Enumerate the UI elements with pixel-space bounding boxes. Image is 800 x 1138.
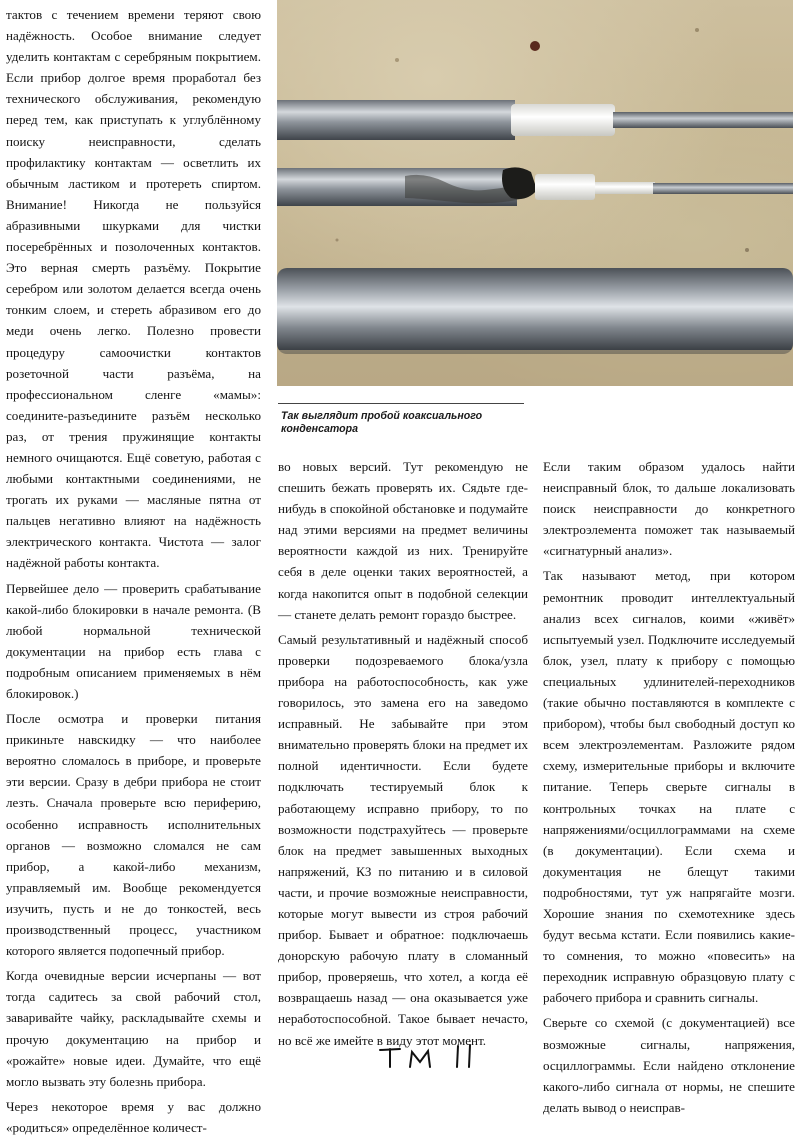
handwritten-mark — [378, 1040, 488, 1070]
paragraph: Если таким образом удалось найти неисправный блок, то дальше локализовать поиск неисправности до конкретного электроэлемента поможет так называемый «сигнатурный анализ». — [543, 459, 795, 559]
caption-rule — [278, 403, 524, 404]
paragraph: Так называют метод, при котором ремонтник проводит интеллектуальный анализ всех сигналов, коими «живёт» испытуемый узел. Подключите исследуемый блок, узел, плату к прибору с помощью специальных удлинителей-переходников (такие обычно поставляются в комплекте с прибором), чтобы был свободный доступ ко всем электроэлементам. Разложите рядом схему, измерительные приборы и включите питание. Теперь сверьте сигналы в контрольных точках на плате с напряжениями/осциллограммами на схеме (в документации). Если схема и документация не блещут такими подробностями, тут уж напрягайте мозги. Хорошие знания по схемотехнике здесь будут весьма кстати. Если появились какие-то сомнения, то можно «повесить» на переходник исправную образцовую плату с рабочего прибора и сравнить сигналы. — [543, 568, 795, 1006]
paragraph: Сверьте со схемой (с документацией) все возможные сигналы, напряжения, осциллограммы. Если найдено отклонение какого-либо сигнала от нормы, не спешите делать вывод о неисправ- — [543, 1015, 795, 1115]
paragraph: Первейшее дело — проверить срабатывание какой-либо блокировки в начале ремонта. (В любой нормальной технической документации на прибор есть глава с подробным описанием применяемых в нём блокировок.) — [6, 580, 261, 701]
paragraph: Самый результативный и надёжный способ проверки подозреваемого блока/узла прибора на работоспособность, как уже говорилось, это замена его на заведомо исправный. Не забывайте при этом внимательно проверять блоки на предмет их полной идентичности. Если будете подключать тестируемый блок к работающему исправно прибору, то по возможности подстрахуйтесь — проверьте блок на предмет завышенных выходных напряжений, КЗ по питанию и в силовой части, и прочие возможные неисправности, которые могут вывести из строя рабочий прибор. Бывает и обратное: подключаешь донорскую рабочую плату в сломанный прибор, проверяешь, что хотел, а когда её возвращаешь назад — она оказывается уже неработоспособной. Такое бывает нечасто, но всё же имейте в виду этот момент. — [278, 631, 528, 1048]
paragraph: тактов с течением времени теряют свою надёжность. Особое внимание следует уделить контактам с серебряным покрытием. Если прибор долгое время проработал без технического обслуживания, рекомендую перед тем, как приступать к углублённому поиску неисправности, сделать профилактику контактам — осветлить их обычным ластиком и протереть спиртом. Внимание! Никогда не пользуйся абразивными шкурками для чистки посеребрённых и позолоченных контактов. Это верная смерть разъёму. Покрытие серебром или золотом делается всегда очень тонким слоем, и стереть абразивом его до меди очень легко. Полезно провести процедуру самоочистки контактов розеточной части разъёма, на профессиональном сленге «мамы»: соедините-разъедините разъём несколько раз, от трения пружинящие контакты немного очищаются. Ещё советую, работая с любыми контактными соединениями, не трогать их руками — масляные пятна от пальцев негативно влияют на надёжность электрического контакта. Чистота — залог надёжной работы контакта. — [6, 7, 261, 571]
paragraph: Когда очевидные версии исчерпаны — вот тогда садитесь за свой рабочий стол, заваривайте чайку, раскладывайте схемы и прочую документацию на прибор и «рожайте» новые идеи. Думайте, что ещё могло вызвать эту болезнь прибора. — [6, 968, 261, 1089]
text-column-1 — [6, 4, 261, 1135]
paragraph: После осмотра и проверки питания прикиньте навскидку — что наиболее вероятно сломалось в приборе, и проверьте эти версии. Сразу в дебри прибора не стоит лезть. Сначала проверьте всю периферию, особенно исправность исполнительных органов — возможно сломался не сам прибор, а какой-либо механизм, управляемый им. Вообще рекомендуется изучить, пусть и не до тонкостей, весь производственный процесс, участником которого является подопечный прибор. — [6, 711, 261, 959]
figure-caption: Так выглядит пробой коаксиального конденсатора — [281, 410, 483, 435]
coaxial-capacitor-photo — [277, 0, 793, 386]
paragraph: во новых версий. Тут рекомендую не спешить бежать проверять их. Сядьте где-нибудь в спокойной обстановке и подумайте над этими версиями на предмет величины вероятности каждой из них. Тренируйте себя в деле оценки таких вероятностей, а когда накопится опыт в подобной селекции — станете делать ремонт гораздо быстрее. — [278, 459, 528, 622]
photo-coaxial-capacitor-icon — [277, 0, 793, 386]
paragraph: Через некоторое время у вас должно «родиться» определённое количест- — [6, 1098, 261, 1135]
text-column-2 — [278, 456, 528, 1060]
text-column-3 — [543, 456, 795, 1115]
handwriting-scribble-icon — [378, 1040, 488, 1070]
